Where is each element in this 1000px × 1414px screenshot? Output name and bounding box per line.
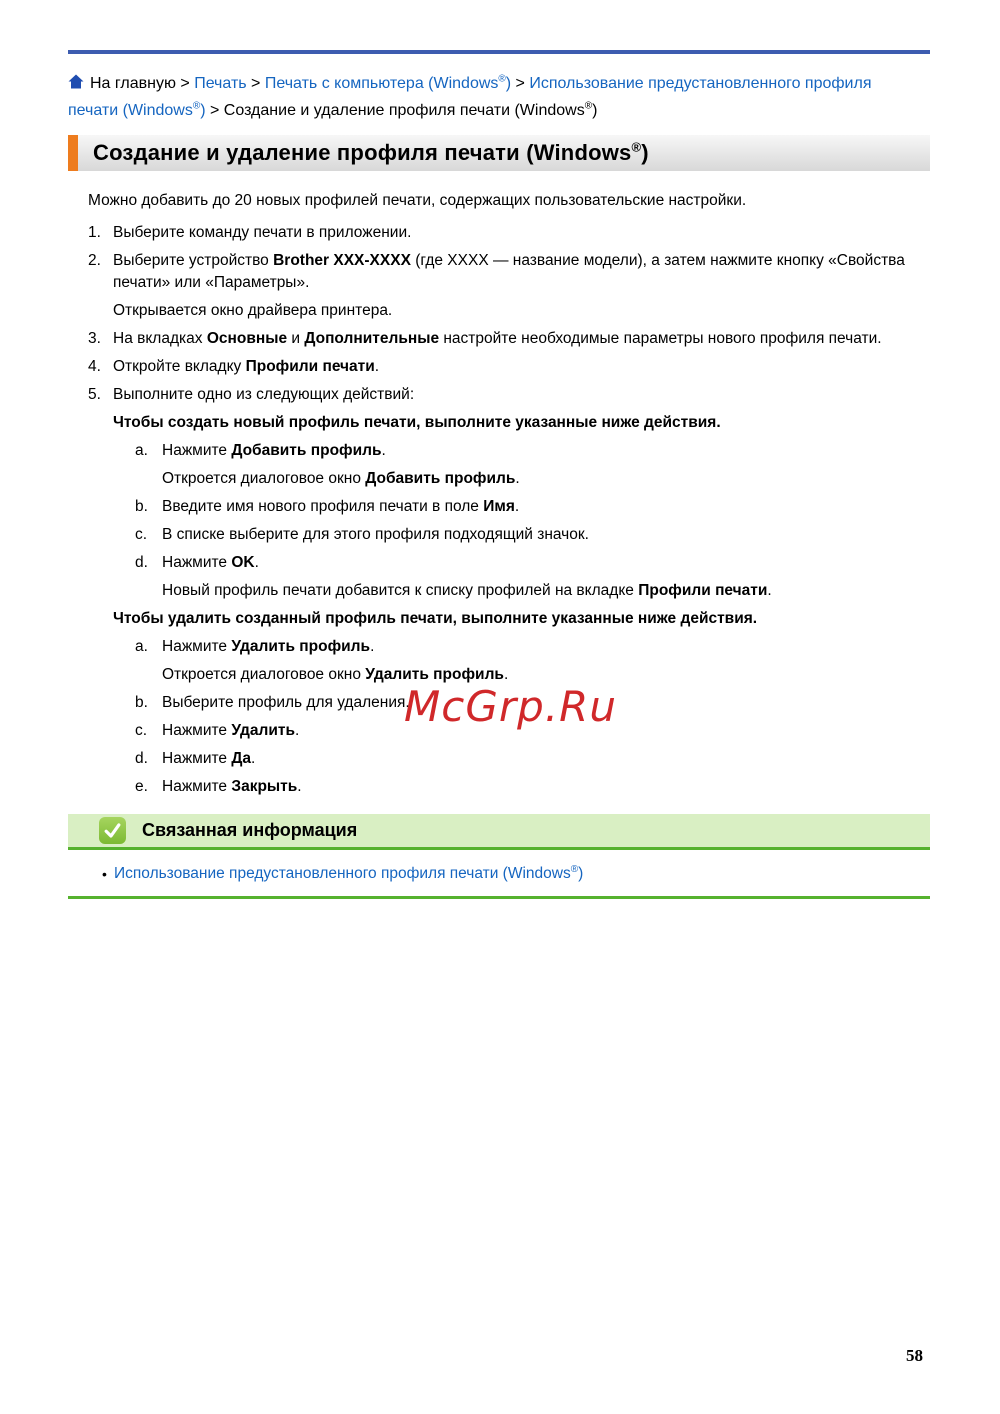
text-segment: . <box>370 638 375 655</box>
text-segment: Brother XXX-XXXX <box>273 252 411 269</box>
list-marker: 3. <box>88 330 101 347</box>
list-item-text <box>113 412 930 434</box>
text-segment: Удалить профиль <box>231 638 371 655</box>
text-segment: . <box>374 358 380 375</box>
lettered-list-item <box>135 440 930 462</box>
list-marker: d. <box>135 554 148 571</box>
text-link[interactable]: ® <box>570 863 579 875</box>
text-segment: Основные <box>206 330 288 347</box>
related-link[interactable] <box>114 862 583 886</box>
list-marker: e. <box>135 778 148 795</box>
text-link[interactable]: ® <box>192 100 201 112</box>
text-segment: . <box>254 554 259 571</box>
list-item-text <box>162 748 930 770</box>
text-segment: Нажмите <box>162 442 232 459</box>
paragraph <box>113 300 930 322</box>
top-divider <box>68 50 930 54</box>
text-segment: . <box>381 442 386 459</box>
list-item-text <box>162 636 930 658</box>
text-segment: Открывается окно драйвера принтера. <box>113 302 393 319</box>
list-marker: 5. <box>88 386 101 403</box>
text-segment: настройте необходимые параметры нового профиля печати. <box>439 330 882 347</box>
text-segment: Откроется диалоговое окно <box>162 470 366 487</box>
text-link[interactable]: Печать <box>194 75 247 92</box>
text-segment: . <box>514 498 520 515</box>
list-item-text <box>113 384 930 406</box>
numbered-list-item <box>88 222 930 244</box>
related-info-header <box>68 814 930 850</box>
text-segment: На вкладках <box>113 330 207 347</box>
text-segment: . <box>503 666 509 683</box>
list-item-text <box>113 250 930 294</box>
text-segment: Нажмите <box>162 750 232 767</box>
numbered-list-item <box>88 384 930 406</box>
home-icon[interactable] <box>68 72 84 98</box>
text-segment: ) <box>641 140 649 165</box>
list-item-text <box>162 496 930 518</box>
text-link[interactable]: ® <box>498 73 506 85</box>
text-segment: Имя <box>483 498 515 515</box>
text-segment: Выполните одно из следующих действий: <box>113 386 415 403</box>
lettered-list-item <box>135 524 930 546</box>
text-segment: . <box>767 582 772 599</box>
numbered-list-item <box>88 250 930 294</box>
text-segment: ® <box>631 139 642 155</box>
list-marker: c. <box>135 722 148 739</box>
related-links-list <box>68 862 930 886</box>
paragraph <box>113 412 930 434</box>
text-segment: Добавить профиль <box>365 470 516 487</box>
text-segment: > <box>205 102 224 119</box>
text-segment: Нажмите <box>162 554 232 571</box>
list-item-text <box>162 776 930 798</box>
breadcrumb <box>68 71 888 124</box>
text-segment: Закрыть <box>231 778 298 795</box>
text-segment: OK <box>231 554 255 571</box>
watermark: McGrp.Ru <box>404 682 617 731</box>
text-link[interactable]: ) <box>505 75 512 92</box>
text-segment: Создание и удаление профиля печати (Windows <box>93 140 632 165</box>
related-info-title: Связанная информация <box>142 820 358 840</box>
page-container <box>68 0 930 899</box>
list-marker: b. <box>135 498 148 515</box>
list-item-text <box>162 524 930 546</box>
text-segment: > <box>246 75 265 92</box>
text-segment: Нажмите <box>162 722 232 739</box>
orange-accent-bar <box>68 135 78 171</box>
text-segment: Новый профиль печати добавится к списку профилей на вкладке <box>162 582 639 599</box>
page-number: 58 <box>906 1346 923 1365</box>
text-segment: В списке выберите для этого профиля подходящий значок. <box>162 526 589 543</box>
list-item-text <box>162 552 930 574</box>
list-marker: c. <box>135 526 148 543</box>
text-segment: ) <box>592 102 598 119</box>
text-segment: . <box>515 470 520 487</box>
text-segment: . <box>251 750 256 767</box>
text-link[interactable]: Использование предустановленного профиля печати (Windows <box>114 865 571 882</box>
text-segment: Откройте вкладку <box>113 358 246 375</box>
list-item-text <box>113 300 930 322</box>
text-segment: Удалить <box>231 722 295 739</box>
list-marker: a. <box>135 638 148 655</box>
text-segment: Чтобы создать новый профиль печати, выполните указанные ниже действия. <box>113 414 721 431</box>
checkmark-icon <box>99 817 126 844</box>
lettered-list-item <box>135 552 930 574</box>
breadcrumb-trail <box>68 75 872 119</box>
text-segment: Профили печати <box>245 358 375 375</box>
text-link[interactable]: ) <box>200 102 206 119</box>
text-segment: Выберите устройство <box>113 252 274 269</box>
list-marker: 1. <box>88 224 101 241</box>
text-segment: Чтобы удалить созданный профиль печати, выполните указанные ниже действия. <box>113 610 758 627</box>
list-item-text <box>113 328 930 350</box>
lettered-list-item <box>135 776 930 798</box>
list-marker: d. <box>135 750 148 767</box>
text-segment: Откроется диалоговое окно <box>162 666 366 683</box>
text-segment: Выберите профиль для удаления. <box>162 694 410 711</box>
numbered-list-item <box>88 356 930 378</box>
list-item-text <box>162 580 930 602</box>
text-segment: Профили печати <box>638 582 768 599</box>
text-segment: . <box>294 722 300 739</box>
list-marker: a. <box>135 442 148 459</box>
bullet: • <box>102 866 107 882</box>
bottom-divider <box>68 896 930 899</box>
paragraph <box>162 580 930 602</box>
text-segment: Добавить профиль <box>231 442 382 459</box>
text-segment: . <box>297 778 302 795</box>
lettered-list-item <box>135 496 930 518</box>
list-item-text <box>162 440 930 462</box>
text-segment: > <box>511 75 530 92</box>
list-item-text <box>162 468 930 490</box>
list-marker: 4. <box>88 358 101 375</box>
text-segment: > <box>175 75 195 92</box>
text-segment: Да <box>231 750 252 767</box>
text-link[interactable]: Печать с компьютера (Windows <box>264 75 499 92</box>
text-segment: Введите имя нового профиля печати в поле <box>162 498 484 515</box>
numbered-list-item <box>88 328 930 350</box>
text-segment: Удалить профиль <box>365 666 504 683</box>
intro-paragraph: Можно добавить до 20 новых профилей печати, содержащих пользовательские настройки. <box>88 192 747 209</box>
list-item-text <box>113 222 930 244</box>
text-segment: (где XXXX — название модели), а затем нажмите кнопку «Свойства печати» или «Параметры». <box>113 252 905 291</box>
text-link[interactable]: Использование предустановленного профиля печати (Windows <box>68 75 872 119</box>
list-marker: 2. <box>88 252 101 269</box>
text-segment: Нажмите <box>162 638 232 655</box>
text-segment: и <box>287 330 305 347</box>
list-item-text <box>113 608 930 630</box>
text-segment: На главную <box>90 75 176 92</box>
text-segment: Создание и удаление профиля печати (Windows <box>223 102 585 119</box>
text-segment: ® <box>584 100 593 112</box>
paragraph <box>113 608 930 630</box>
text-link[interactable]: ) <box>578 865 584 882</box>
list-marker: b. <box>135 694 148 711</box>
section-title-bar <box>68 135 930 171</box>
page-title <box>78 140 649 166</box>
text-segment: Дополнительные <box>304 330 440 347</box>
text-segment: Выберите команду печати в приложении. <box>113 224 412 241</box>
list-item-text <box>113 356 930 378</box>
lettered-list-item <box>135 748 930 770</box>
text-segment: Нажмите <box>162 778 232 795</box>
related-link-item[interactable] <box>102 862 930 886</box>
paragraph <box>162 468 930 490</box>
lettered-list-item <box>135 636 930 658</box>
